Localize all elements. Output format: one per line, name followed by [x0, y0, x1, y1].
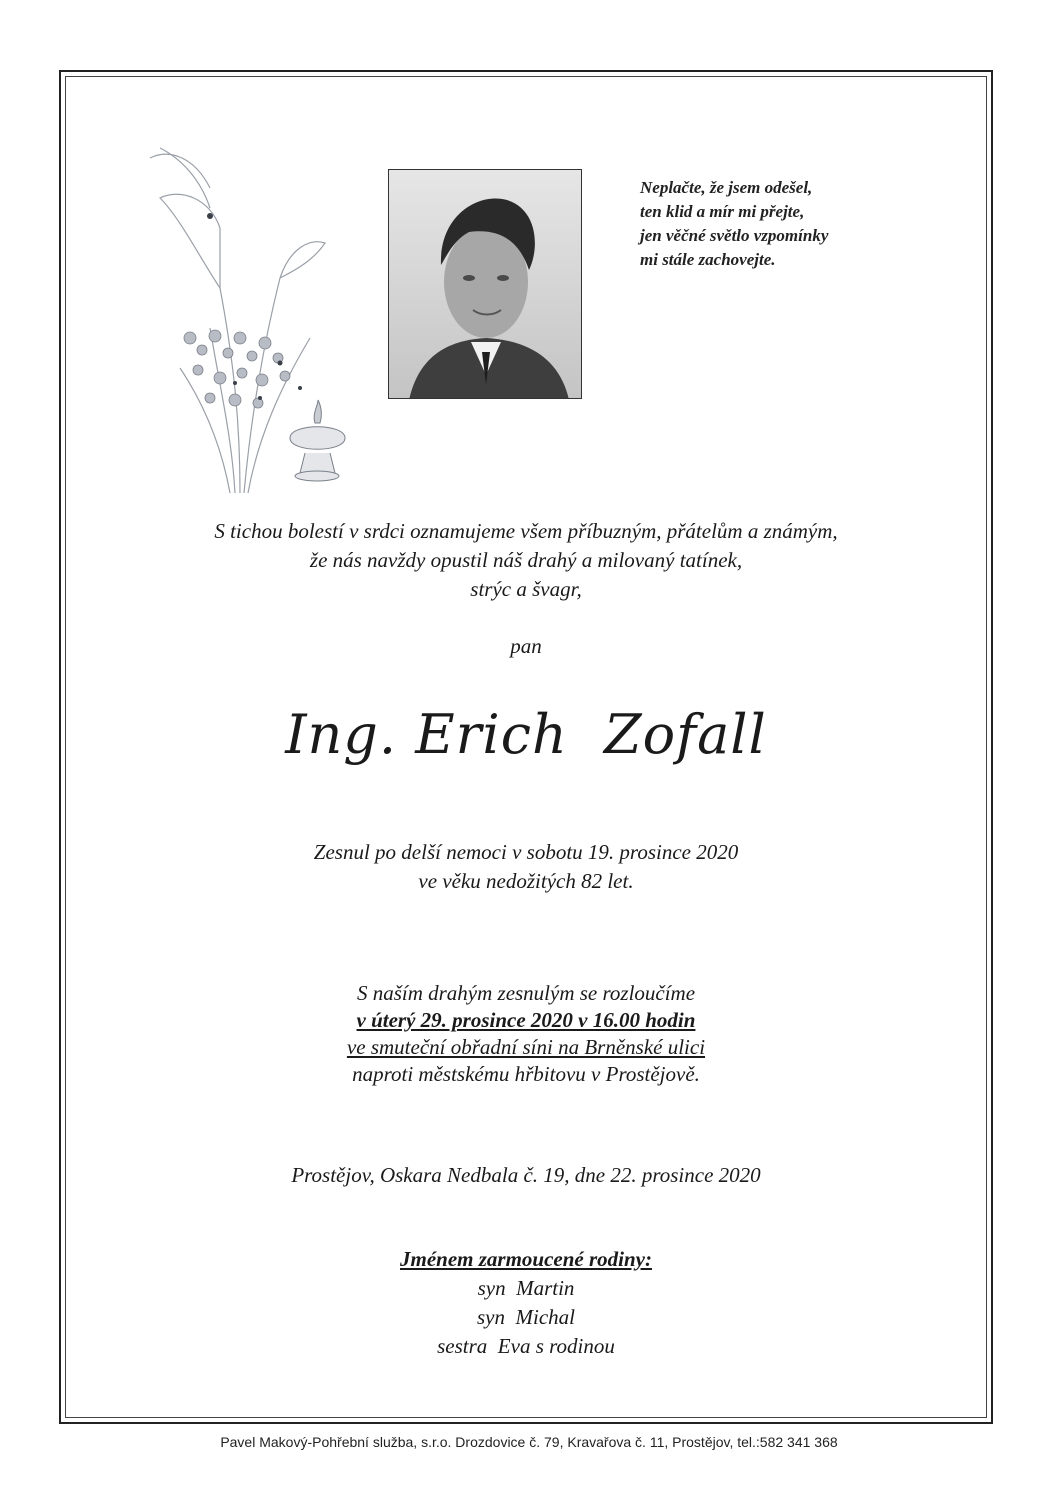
portrait-photo — [388, 169, 582, 399]
family-member: sestra Eva s rodinou — [437, 1334, 615, 1358]
ceremony-datetime: v úterý 29. prosince 2020 v 16.00 hodin — [356, 1008, 696, 1032]
ceremony-info — [65, 980, 987, 1088]
announcement-line: že nás navždy opustil náš drahý a milovaný tatínek, — [309, 548, 743, 572]
family-heading: Jménem zarmoucené rodiny: — [400, 1247, 652, 1271]
honorific: pan — [510, 634, 542, 658]
flower-bouquet-icon — [140, 138, 360, 498]
memorial-lamp-icon — [290, 400, 345, 481]
portrait-silhouette — [389, 170, 582, 399]
ceremony-venue: ve smuteční obřadní síni na Brněnské ulici — [346, 1035, 706, 1059]
announcement — [65, 517, 987, 604]
footer-funeral-service: Pavel Makový-Pohřební služba, s.r.o. Drozdovice č. 79, Kravařova č. 11, Prostějov, tel.:582 341 368 — [220, 1434, 838, 1450]
death-line: ve věku nedožitých 82 let. — [418, 869, 634, 893]
poem-line: jen věčné světlo vzpomínky — [640, 226, 829, 245]
poem — [640, 176, 900, 272]
poem-line: Neplačte, že jsem odešel, — [640, 178, 813, 197]
ceremony-location: naproti městskému hřbitovu v Prostějově. — [352, 1062, 700, 1086]
death-line: Zesnul po delší nemoci v sobotu 19. prosince 2020 — [313, 840, 739, 864]
family-member: syn Michal — [477, 1305, 575, 1329]
announcement-line: strýc a švagr, — [470, 577, 582, 601]
poem-line: mi stále zachovejte. — [640, 250, 776, 269]
announcement-line: S tichou bolestí v srdci oznamujeme všem příbuzným, přátelům a známým, — [214, 519, 838, 543]
family-signature — [65, 1245, 987, 1361]
ceremony-intro: S naším drahým zesnulým se rozloučíme — [356, 981, 696, 1005]
place-date: Prostějov, Oskara Nedbala č. 19, dne 22. prosince 2020 — [291, 1163, 761, 1187]
deceased-name: Ing. Erich Zofall — [285, 703, 767, 766]
family-member: syn Martin — [477, 1276, 575, 1300]
poem-line: ten klid a mír mi přejte, — [640, 202, 805, 221]
death-info — [65, 838, 987, 896]
